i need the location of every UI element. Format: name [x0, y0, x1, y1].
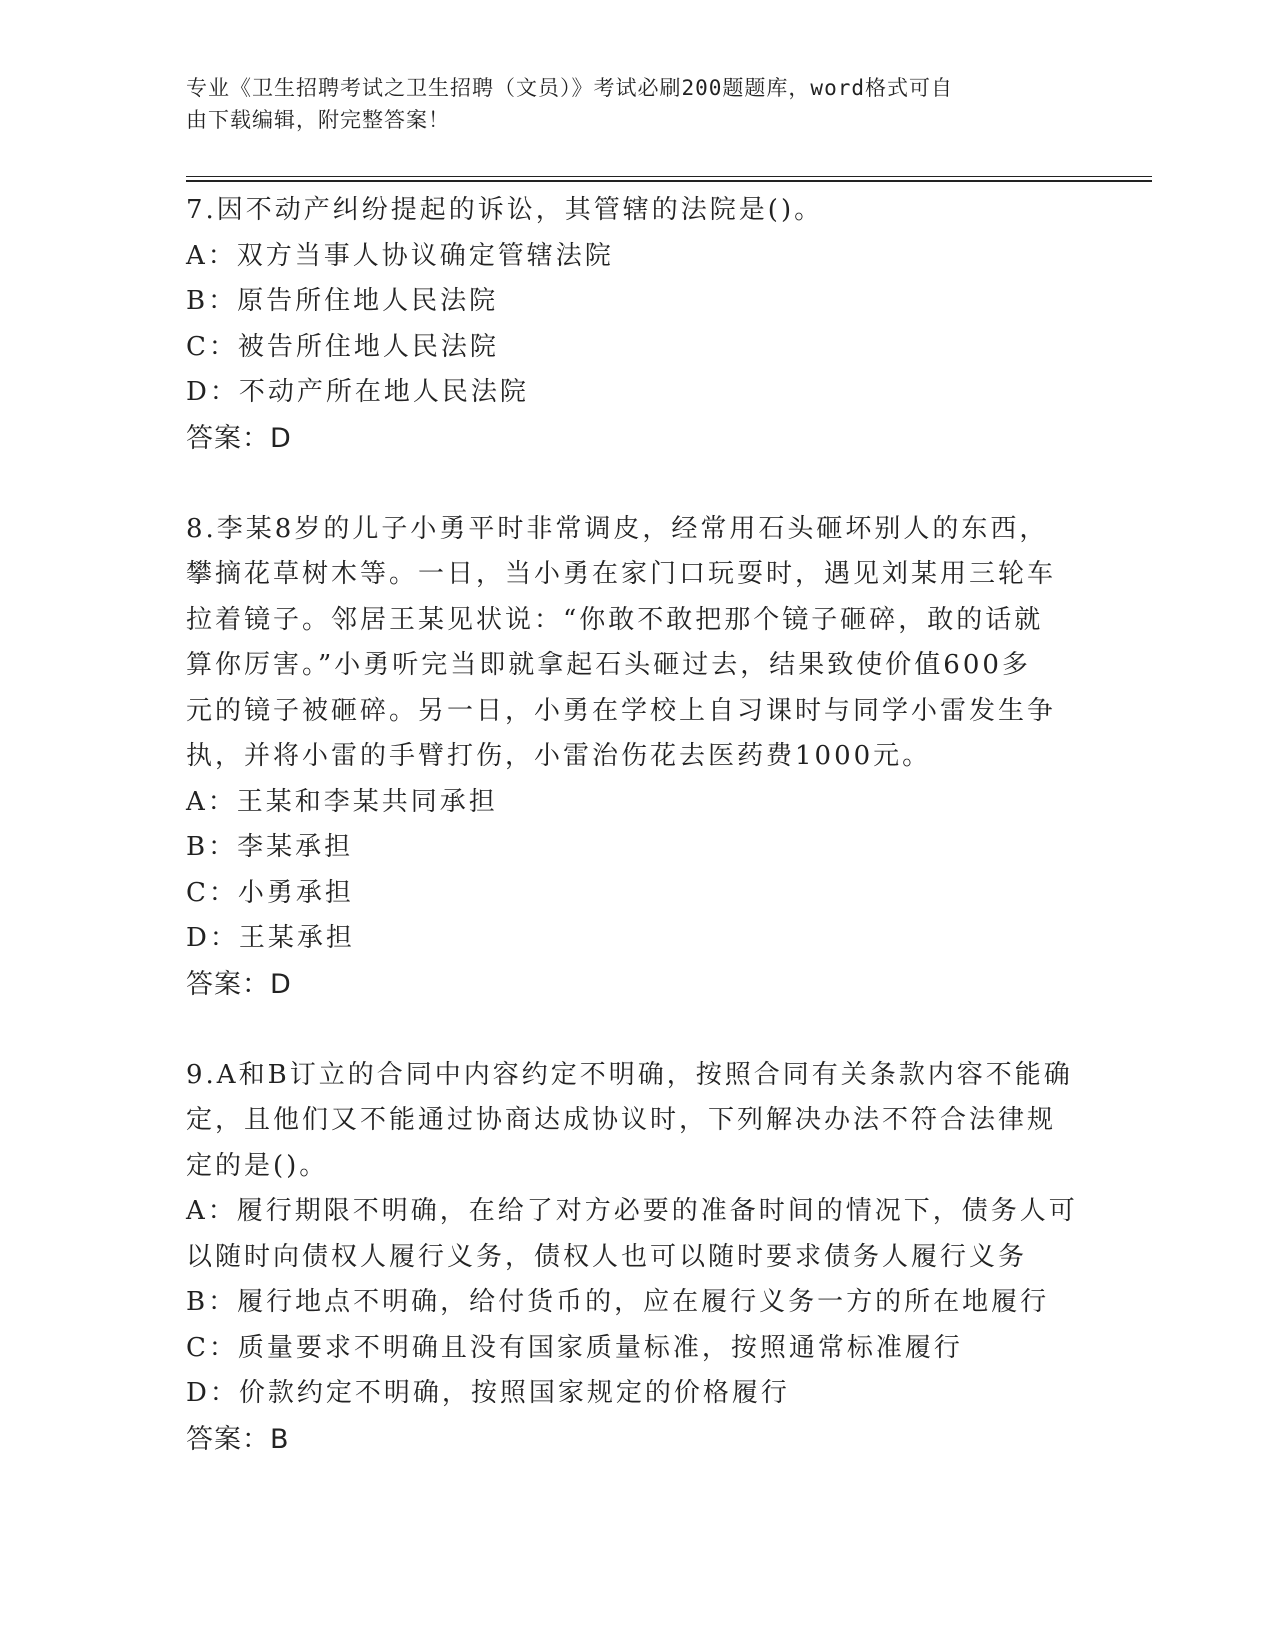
answer-label: 答案：D	[186, 968, 292, 1000]
question-list	[186, 188, 1086, 1462]
question-spacer	[186, 461, 1086, 507]
question-stem-line: 拉着镜子。邻居王某见状说：“你敢不敢把那个镜子砸碎，敢的话就	[186, 604, 1044, 635]
question-option-line: A：王某和李某共同承担	[186, 786, 498, 817]
question-option-line: B：李某承担	[186, 832, 354, 862]
question-spacer	[186, 1007, 1086, 1053]
question-stem-line: 算你厉害。”小勇听完当即就拿起石头砸过去，结果致使价值600多	[186, 650, 1031, 680]
question-stem-line: 8.李某8岁的儿子小勇平时非常调皮，经常用石头砸坏别人的东西，	[186, 513, 1049, 544]
question-stem-line: 定的是()。	[186, 1150, 329, 1181]
header-divider-thin	[186, 176, 1152, 177]
question-option-line: C：被告所住地人民法院	[186, 331, 499, 362]
header-line-1: 专业《卫生招聘考试之卫生招聘（文员）》考试必刷200题题库，word格式可自	[186, 76, 953, 100]
question-option-line: B：原告所住地人民法院	[186, 286, 499, 316]
question-option-line: C：小勇承担	[186, 877, 354, 908]
question-option-line: D：不动产所在地人民法院	[186, 377, 529, 407]
question-option-line: D：王某承担	[186, 923, 355, 953]
question-stem-line: 定，且他们又不能通过协商达成协议时，下列解决办法不符合法律规	[186, 1105, 1057, 1135]
question-item	[186, 507, 1086, 1008]
answer-label: 答案：D	[186, 422, 292, 454]
question-option-line: B：履行地点不明确，给付货币的，应在履行义务一方的所在地履行	[186, 1287, 1050, 1317]
header-divider-thick	[186, 180, 1152, 182]
question-stem-line: 7.因不动产纠纷提起的诉讼，其管辖的法院是()。	[186, 195, 824, 225]
question-option-line: A：双方当事人协议确定管辖法院	[186, 240, 614, 271]
question-option-line: C：质量要求不明确且没有国家质量标准，按照通常标准履行	[186, 1332, 963, 1363]
question-option-line: A：履行期限不明确，在给了对方必要的准备时间的情况下，债务人可	[186, 1196, 1078, 1226]
question-item	[186, 188, 1086, 461]
answer-label: 答案：B	[186, 1423, 290, 1455]
header-line-2: 由下载编辑，附完整答案！	[186, 108, 450, 132]
question-item	[186, 1053, 1086, 1463]
question-stem-line: 9.A和B订立的合同中内容约定不明确，按照合同有关条款内容不能确	[186, 1059, 1073, 1090]
question-option-line: D：价款约定不明确，按照国家规定的价格履行	[186, 1378, 790, 1408]
document-header	[186, 72, 1066, 136]
question-option-line: 以随时向债权人履行义务，债权人也可以随时要求债务人履行义务	[186, 1241, 1028, 1272]
question-stem-line: 执，并将小雷的手臂打伤，小雷治伤花去医药费1000元。	[186, 741, 932, 771]
question-stem-line: 元的镜子被砸碎。另一日，小勇在学校上自习课时与同学小雷发生争	[186, 695, 1057, 726]
question-stem-line: 攀摘花草树木等。一日，当小勇在家门口玩耍时，遇见刘某用三轮车	[186, 559, 1057, 589]
